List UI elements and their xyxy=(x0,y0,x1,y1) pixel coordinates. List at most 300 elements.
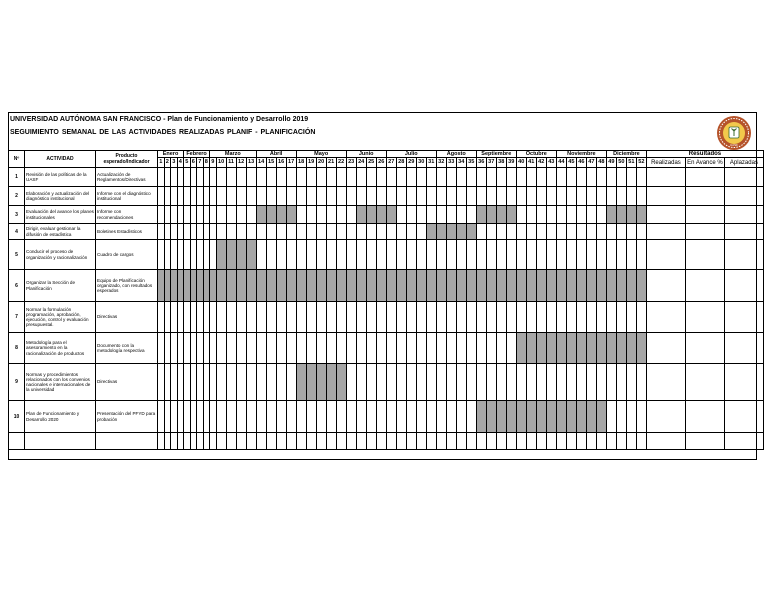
scheduled-week-cell xyxy=(486,401,496,433)
scheduled-week-cell xyxy=(516,401,526,433)
week-cell xyxy=(436,206,446,224)
scheduled-week-cell xyxy=(256,270,266,302)
week-cell xyxy=(486,364,496,401)
week-cell xyxy=(526,187,536,206)
week-cell xyxy=(636,302,646,333)
scheduled-week-cell xyxy=(246,270,256,302)
week-cell xyxy=(326,302,336,333)
scheduled-week-cell xyxy=(476,206,486,224)
week-cell xyxy=(496,187,506,206)
week-cell xyxy=(356,433,366,450)
week-cell xyxy=(216,364,226,401)
month-header: Abril xyxy=(256,151,296,158)
result-cell xyxy=(685,364,724,401)
week-cell xyxy=(396,206,406,224)
week-cell xyxy=(536,302,546,333)
week-cell xyxy=(396,224,406,240)
week-cell xyxy=(236,168,246,187)
week-cell xyxy=(336,206,346,224)
week-cell xyxy=(316,333,326,364)
scheduled-week-cell xyxy=(636,206,646,224)
week-cell xyxy=(316,401,326,433)
scheduled-week-cell xyxy=(486,206,496,224)
scheduled-week-cell xyxy=(346,270,356,302)
activity-description: Elaboración y actualización del diagnóstico institucional xyxy=(25,187,96,206)
scheduled-week-cell xyxy=(366,270,376,302)
week-cell xyxy=(556,364,566,401)
week-cell xyxy=(526,224,536,240)
scheduled-week-cell xyxy=(456,224,466,240)
week-cell xyxy=(396,433,406,450)
week-cell xyxy=(366,401,376,433)
scheduled-week-cell xyxy=(466,270,476,302)
activity-number: 9 xyxy=(9,364,25,401)
week-cell xyxy=(406,224,416,240)
expected-product: Informe con el diagnóstico institucional xyxy=(96,187,158,206)
week-number: 10 xyxy=(216,158,226,168)
week-cell xyxy=(406,206,416,224)
week-cell xyxy=(266,187,276,206)
result-cell xyxy=(724,206,763,224)
week-cell xyxy=(266,168,276,187)
week-cell xyxy=(226,187,236,206)
activity-description xyxy=(25,433,96,450)
scheduled-week-cell xyxy=(376,270,386,302)
week-cell xyxy=(536,168,546,187)
scheduled-week-cell xyxy=(366,206,376,224)
results-subheader: En Avance % xyxy=(687,159,723,166)
week-cell xyxy=(566,224,576,240)
week-number: 4 xyxy=(177,158,184,168)
result-cell xyxy=(724,302,763,333)
week-cell xyxy=(576,240,586,270)
week-cell xyxy=(256,168,266,187)
week-number: 48 xyxy=(596,158,606,168)
week-cell xyxy=(416,401,426,433)
week-cell xyxy=(246,168,256,187)
week-cell xyxy=(566,206,576,224)
week-cell xyxy=(606,401,616,433)
week-cell xyxy=(476,302,486,333)
scheduled-week-cell xyxy=(296,364,306,401)
week-cell xyxy=(216,333,226,364)
week-cell xyxy=(526,302,536,333)
week-cell xyxy=(356,302,366,333)
week-cell xyxy=(486,302,496,333)
week-cell xyxy=(316,433,326,450)
week-cell xyxy=(346,168,356,187)
week-number: 27 xyxy=(386,158,396,168)
activity-number xyxy=(9,433,25,450)
week-cell xyxy=(276,302,286,333)
scheduled-week-cell xyxy=(436,224,446,240)
week-cell xyxy=(406,433,416,450)
result-cell xyxy=(724,187,763,206)
scheduled-week-cell xyxy=(596,270,606,302)
scheduled-week-cell xyxy=(486,270,496,302)
scheduled-week-cell xyxy=(456,270,466,302)
week-cell xyxy=(416,187,426,206)
week-cell xyxy=(486,168,496,187)
scheduled-week-cell xyxy=(496,270,506,302)
week-cell xyxy=(346,433,356,450)
scheduled-week-cell xyxy=(266,206,276,224)
scheduled-week-cell xyxy=(606,270,616,302)
result-cell xyxy=(646,187,685,206)
activity-row xyxy=(9,240,764,270)
scheduled-week-cell xyxy=(616,270,626,302)
week-number: 29 xyxy=(406,158,416,168)
week-cell xyxy=(596,240,606,270)
week-cell xyxy=(406,168,416,187)
week-cell xyxy=(266,333,276,364)
expected-product: Boletines Estadísticos xyxy=(96,224,158,240)
expected-product: Equipo de Planificación organizado, con resultados esperados xyxy=(96,270,158,302)
week-cell xyxy=(306,168,316,187)
week-cell xyxy=(636,433,646,450)
activity-description: Metodología para el asesoramiento en la racionalización de productos xyxy=(25,333,96,364)
scheduled-week-cell xyxy=(626,270,636,302)
result-cell xyxy=(646,433,685,450)
result-cell xyxy=(685,333,724,364)
week-cell xyxy=(336,240,346,270)
week-cell xyxy=(576,168,586,187)
scheduled-week-cell xyxy=(326,364,336,401)
week-cell xyxy=(396,333,406,364)
week-cell xyxy=(466,364,476,401)
scheduled-week-cell xyxy=(416,270,426,302)
activity-row xyxy=(9,270,764,302)
scheduled-week-cell xyxy=(406,270,416,302)
month-header: Mayo xyxy=(296,151,346,158)
week-cell xyxy=(636,168,646,187)
week-cell xyxy=(396,302,406,333)
week-cell xyxy=(296,333,306,364)
week-number: 43 xyxy=(546,158,556,168)
week-cell xyxy=(616,224,626,240)
week-cell xyxy=(266,224,276,240)
scheduled-week-cell xyxy=(296,270,306,302)
week-cell xyxy=(536,433,546,450)
week-cell xyxy=(586,433,596,450)
week-cell xyxy=(266,364,276,401)
week-cell xyxy=(366,302,376,333)
activity-description: Normar la formulación programación, aprobación, ejecución, control y evaluación presupuestal. xyxy=(25,302,96,333)
week-cell xyxy=(396,364,406,401)
week-cell xyxy=(536,240,546,270)
week-cell xyxy=(416,433,426,450)
column-product-header: Producto esperado/Indicador xyxy=(96,151,158,168)
scheduled-week-cell xyxy=(386,206,396,224)
scheduled-week-cell xyxy=(236,270,246,302)
week-cell xyxy=(516,206,526,224)
week-cell xyxy=(626,224,636,240)
scheduled-week-cell xyxy=(586,270,596,302)
week-cell xyxy=(486,433,496,450)
week-number: 8 xyxy=(203,158,210,168)
scheduled-week-cell xyxy=(276,206,286,224)
week-number: 3 xyxy=(171,158,178,168)
month-header: Febrero xyxy=(184,151,210,158)
week-cell xyxy=(416,168,426,187)
week-cell xyxy=(596,187,606,206)
week-cell xyxy=(436,187,446,206)
result-cell xyxy=(646,302,685,333)
week-cell xyxy=(396,168,406,187)
week-cell xyxy=(216,168,226,187)
result-cell xyxy=(685,206,724,224)
week-number: 28 xyxy=(396,158,406,168)
activity-number: 5 xyxy=(9,240,25,270)
scheduled-week-cell xyxy=(316,364,326,401)
week-cell xyxy=(616,364,626,401)
week-cell xyxy=(346,224,356,240)
week-cell xyxy=(256,224,266,240)
week-cell xyxy=(346,206,356,224)
week-cell xyxy=(226,333,236,364)
week-cell xyxy=(326,168,336,187)
week-cell xyxy=(346,333,356,364)
seal-text: UASF xyxy=(729,143,739,147)
week-cell xyxy=(426,168,436,187)
week-cell xyxy=(516,187,526,206)
week-cell xyxy=(306,206,316,224)
week-cell xyxy=(346,187,356,206)
week-cell xyxy=(526,240,536,270)
month-header: Enero xyxy=(158,151,184,158)
scheduled-week-cell xyxy=(266,270,276,302)
week-cell xyxy=(356,364,366,401)
scheduled-week-cell xyxy=(276,270,286,302)
week-cell xyxy=(386,224,396,240)
scheduled-week-cell xyxy=(256,206,266,224)
scheduled-week-cell xyxy=(606,206,616,224)
week-cell xyxy=(226,168,236,187)
week-cell xyxy=(406,302,416,333)
result-cell xyxy=(646,224,685,240)
week-cell xyxy=(376,224,386,240)
scheduled-week-cell xyxy=(216,240,226,270)
week-cell xyxy=(386,364,396,401)
week-cell xyxy=(636,187,646,206)
week-cell xyxy=(626,401,636,433)
week-cell xyxy=(586,224,596,240)
scheduled-week-cell xyxy=(586,333,596,364)
week-cell xyxy=(426,364,436,401)
scheduled-week-cell xyxy=(376,206,386,224)
week-cell xyxy=(566,187,576,206)
activity-row xyxy=(9,302,764,333)
week-cell xyxy=(356,187,366,206)
week-cell xyxy=(456,433,466,450)
week-number: 14 xyxy=(256,158,266,168)
week-cell xyxy=(236,187,246,206)
week-cell xyxy=(286,224,296,240)
week-cell xyxy=(436,433,446,450)
week-cell xyxy=(636,401,646,433)
week-cell xyxy=(236,302,246,333)
week-cell xyxy=(496,240,506,270)
week-cell xyxy=(256,433,266,450)
week-cell xyxy=(416,206,426,224)
column-num-header: Nº xyxy=(9,151,25,168)
week-cell xyxy=(506,240,516,270)
week-cell xyxy=(626,302,636,333)
week-cell xyxy=(536,224,546,240)
week-cell xyxy=(606,433,616,450)
week-cell xyxy=(276,240,286,270)
week-cell xyxy=(286,240,296,270)
scheduled-week-cell xyxy=(556,401,566,433)
scheduled-week-cell xyxy=(226,270,236,302)
scheduled-week-cell xyxy=(306,364,316,401)
week-number: 40 xyxy=(516,158,526,168)
expected-product: Directivas xyxy=(96,364,158,401)
expected-product: Directivas xyxy=(96,302,158,333)
week-cell xyxy=(446,168,456,187)
week-cell xyxy=(296,168,306,187)
week-cell xyxy=(546,240,556,270)
activity-number: 1 xyxy=(9,168,25,187)
week-cell xyxy=(546,364,556,401)
week-cell xyxy=(366,168,376,187)
expected-product: Informe con recomendaciones xyxy=(96,206,158,224)
week-number: 2 xyxy=(164,158,171,168)
scheduled-week-cell xyxy=(606,333,616,364)
week-cell xyxy=(296,302,306,333)
week-cell xyxy=(576,224,586,240)
scheduled-week-cell xyxy=(496,206,506,224)
week-cell xyxy=(516,168,526,187)
week-cell xyxy=(556,433,566,450)
week-cell xyxy=(346,240,356,270)
week-cell xyxy=(246,206,256,224)
week-cell xyxy=(356,240,366,270)
week-cell xyxy=(376,401,386,433)
week-cell xyxy=(336,224,346,240)
result-cell xyxy=(724,168,763,187)
week-cell xyxy=(386,240,396,270)
week-cell xyxy=(566,364,576,401)
result-cell xyxy=(685,224,724,240)
expected-product xyxy=(96,433,158,450)
scheduled-week-cell xyxy=(326,270,336,302)
week-cell xyxy=(426,302,436,333)
week-cell xyxy=(226,401,236,433)
week-cell xyxy=(586,206,596,224)
week-cell xyxy=(316,168,326,187)
month-header-row xyxy=(9,151,764,158)
week-cell xyxy=(546,433,556,450)
week-cell xyxy=(316,224,326,240)
week-cell xyxy=(376,302,386,333)
result-cell xyxy=(724,433,763,450)
week-cell xyxy=(456,364,466,401)
activity-number: 10 xyxy=(9,401,25,433)
week-cell xyxy=(556,206,566,224)
week-cell xyxy=(216,224,226,240)
week-cell xyxy=(406,401,416,433)
week-cell xyxy=(596,433,606,450)
week-cell xyxy=(236,401,246,433)
week-cell xyxy=(406,364,416,401)
week-cell xyxy=(306,401,316,433)
week-cell xyxy=(456,333,466,364)
scheduled-week-cell xyxy=(336,270,346,302)
week-cell xyxy=(576,206,586,224)
expected-product: Documento con la metodología respectiva xyxy=(96,333,158,364)
result-cell xyxy=(685,401,724,433)
result-cell xyxy=(724,364,763,401)
week-cell xyxy=(466,240,476,270)
week-cell xyxy=(596,206,606,224)
week-cell xyxy=(456,168,466,187)
scheduled-week-cell xyxy=(386,270,396,302)
week-cell xyxy=(576,187,586,206)
month-header: Julio xyxy=(386,151,436,158)
week-cell xyxy=(446,240,456,270)
week-cell xyxy=(256,364,266,401)
week-cell xyxy=(616,187,626,206)
week-cell xyxy=(556,302,566,333)
scheduled-week-cell xyxy=(596,333,606,364)
week-cell xyxy=(416,364,426,401)
week-number: 15 xyxy=(266,158,276,168)
week-number: 19 xyxy=(306,158,316,168)
week-cell xyxy=(416,224,426,240)
column-activity-header: ACTIVIDAD xyxy=(25,151,96,168)
week-cell xyxy=(226,302,236,333)
week-cell xyxy=(366,187,376,206)
scheduled-week-cell xyxy=(446,270,456,302)
week-cell xyxy=(306,433,316,450)
week-cell xyxy=(586,240,596,270)
month-header: Septiembre xyxy=(476,151,516,158)
week-cell xyxy=(456,187,466,206)
week-cell xyxy=(426,240,436,270)
week-cell xyxy=(256,187,266,206)
week-cell xyxy=(226,206,236,224)
week-cell xyxy=(616,433,626,450)
week-cell xyxy=(336,401,346,433)
scheduled-week-cell xyxy=(516,333,526,364)
result-cell xyxy=(724,333,763,364)
week-cell xyxy=(506,433,516,450)
result-cell xyxy=(685,433,724,450)
scheduled-week-cell xyxy=(576,401,586,433)
week-cell xyxy=(466,433,476,450)
week-cell xyxy=(526,364,536,401)
week-cell xyxy=(256,302,266,333)
week-cell xyxy=(616,302,626,333)
week-cell xyxy=(306,224,316,240)
week-cell xyxy=(386,401,396,433)
activity-number: 2 xyxy=(9,187,25,206)
week-cell xyxy=(286,333,296,364)
activity-number: 8 xyxy=(9,333,25,364)
week-cell xyxy=(216,401,226,433)
week-cell xyxy=(456,240,466,270)
month-header: Noviembre xyxy=(556,151,606,158)
scheduled-week-cell xyxy=(636,270,646,302)
week-cell xyxy=(566,240,576,270)
week-cell xyxy=(396,187,406,206)
week-cell xyxy=(436,333,446,364)
week-cell xyxy=(556,187,566,206)
result-cell xyxy=(685,187,724,206)
scheduled-week-cell xyxy=(536,333,546,364)
week-cell xyxy=(396,401,406,433)
